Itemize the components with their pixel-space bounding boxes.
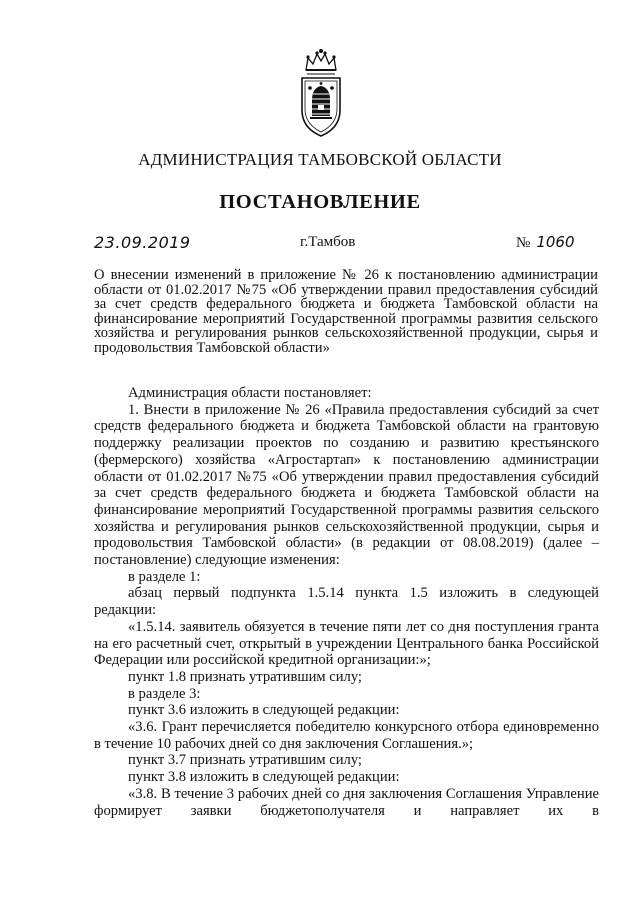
paragraph-preamble: Администрация области постановляет: [128, 385, 372, 401]
paragraph-section-3: в разделе 3: [128, 685, 201, 702]
paragraph-quote-3-8: «3.8. В течение 3 рабочих дней со дня заключения Соглашения Управление формирует заявки бюджетополучателя и направляет их в [94, 785, 599, 819]
paragraph-amend-3-6: пункт 3.6 изложить в следующей редакции: [128, 702, 400, 719]
document-number-value: 1060 [536, 233, 575, 251]
document-number-label: № [516, 235, 531, 251]
paragraph-repeal-3-7: пункт 3.7 признать утратившим силу; [128, 752, 362, 769]
paragraph-quote-3-6: «3.6. Грант перечисляется победителю конкурсного отбора единовременно в течение 10 рабочих дней со дня заключения Соглашения.»; [94, 719, 599, 752]
paragraph-quote-1-5-14: «1.5.14. заявитель обязуется в течение пяти лет со дня поступления гранта на его расчетный счет, открытый в учреждении Центрального банка Российской Федерации или российской кредитной организации:»; [94, 618, 599, 669]
document-title: О внесении изменений в приложение № 26 к постановлению администрации области от 01.02.2017 №75 «Об утверждении правил предоставления субсидий за счет средств федерального бюджета и бюджета Тамбовской области на финансирование мероприятий Государственной программы развития сельского хозяйства и регулирования рынков сельскохозяйственной продукции, сырья и продовольствия Тамбовской области» [94, 267, 598, 356]
document-date: 23.09.2019 [94, 233, 191, 252]
paragraph-amend-3-8: пункт 3.8 изложить в следующей редакции: [128, 769, 400, 786]
paragraph-section-1: в разделе 1: [128, 568, 201, 585]
document-body [94, 385, 599, 819]
organization-name: АДМИНИСТРАЦИЯ ТАМБОВСКОЙ ОБЛАСТИ [138, 150, 502, 169]
tambov-coat-of-arms-icon [296, 48, 346, 140]
paragraph-item-1: 1. Внести в приложение № 26 «Правила предоставления субсидий за счет средств федерального бюджета и бюджета Тамбовской области на грантовую поддержку реализации проектов по созданию и развитию крестьянского (фермерского) хозяйства «Агростартап» к постановлению администрации области от 01.02.2017 №75 «Об утверждении правил предоставления субсидий за счет средств федерального бюджета и бюджета Тамбовской области на финансирование мероприятий Государственной программы развития сельского хозяйства и регулирования рынков сельскохозяйственной продукции, сырья и продовольствия Тамбовской области» (в редакции от 08.08.2019) (далее – постановление) следующие изменения: [94, 401, 599, 569]
document-city: г.Тамбов [300, 234, 356, 250]
paragraph-repeal-1-8: пункт 1.8 признать утратившим силу; [128, 668, 362, 685]
paragraph-amend-1-5-14: абзац первый подпункта 1.5.14 пункта 1.5 изложить в следующей редакции: [94, 585, 599, 619]
document-number [516, 233, 575, 252]
document-type-heading: ПОСТАНОВЛЕНИЕ [219, 191, 421, 213]
